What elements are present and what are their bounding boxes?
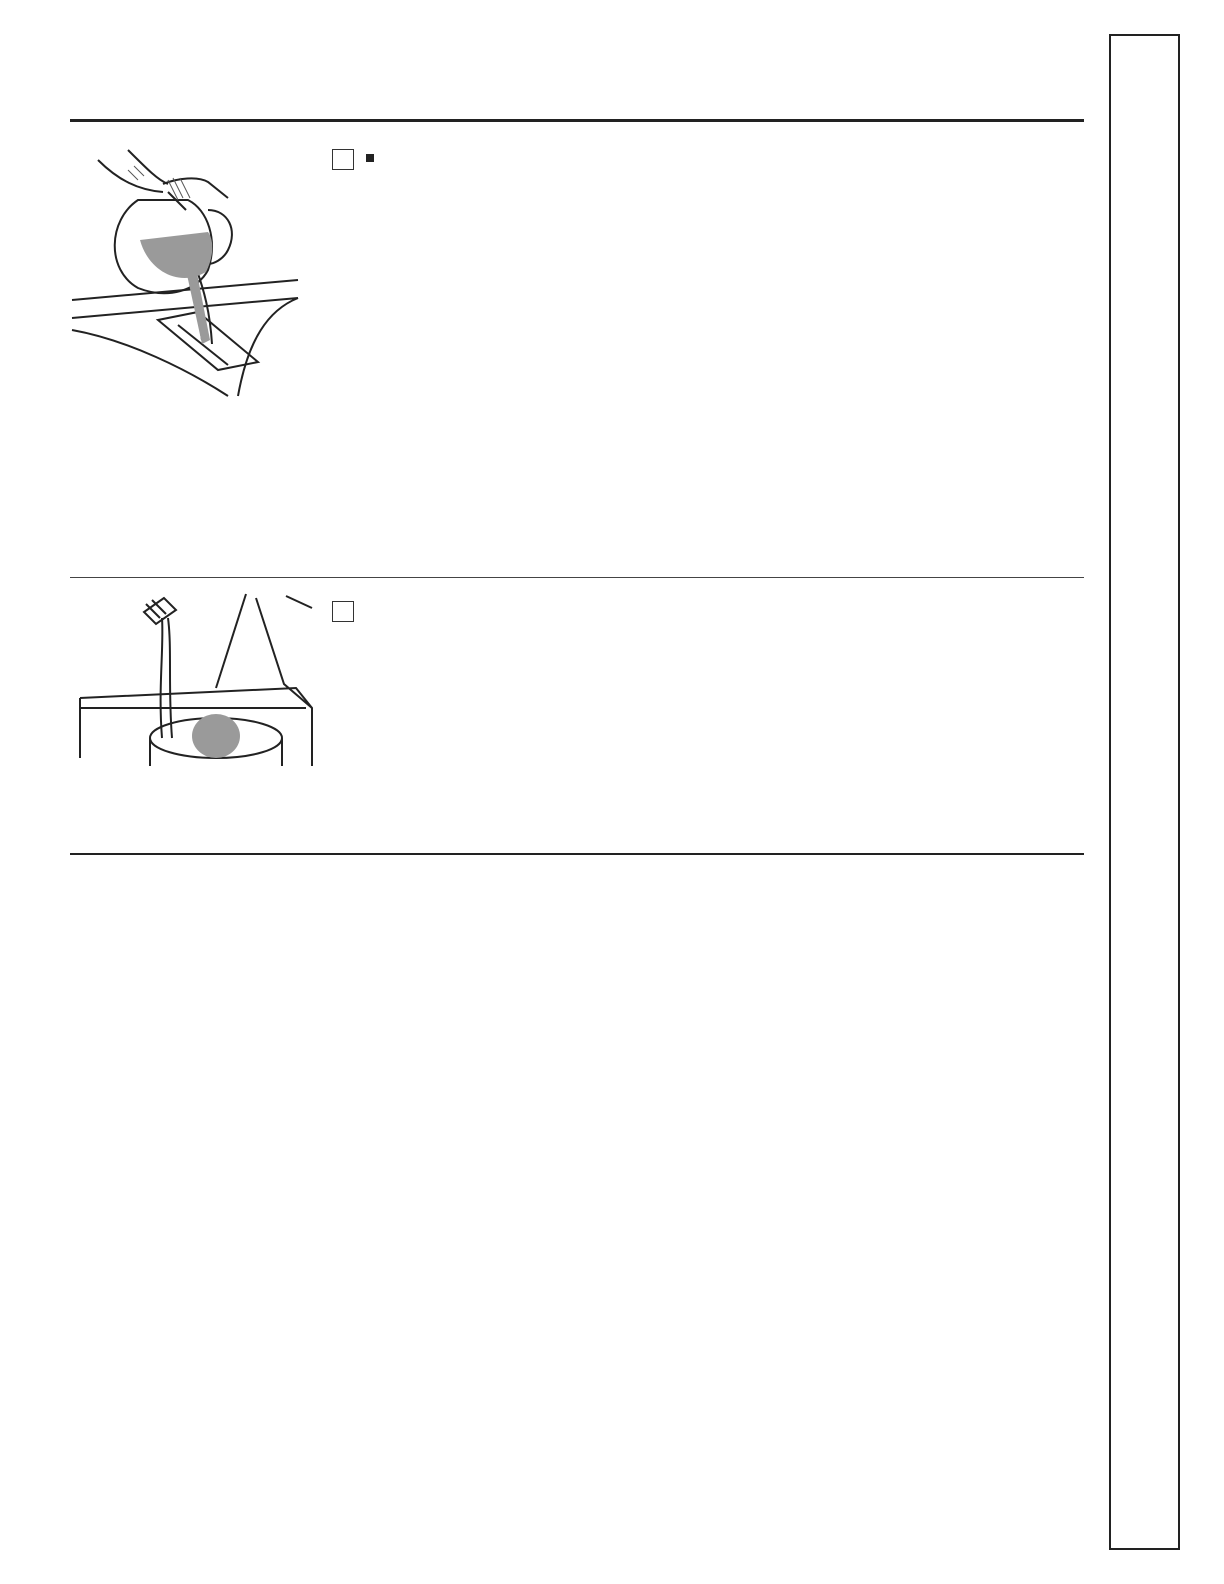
section-sidebar [1109,34,1180,1550]
header-rule [70,119,1084,122]
fabric-softener-section [332,592,1084,600]
faq-rule [70,853,1084,855]
fabric-softener-illustration [76,588,316,768]
step-number [332,149,354,170]
bleach-funnel-section [332,140,1084,148]
step-number [332,601,354,622]
bleach-pouring-illustration [68,140,318,400]
section-divider [70,577,1084,578]
